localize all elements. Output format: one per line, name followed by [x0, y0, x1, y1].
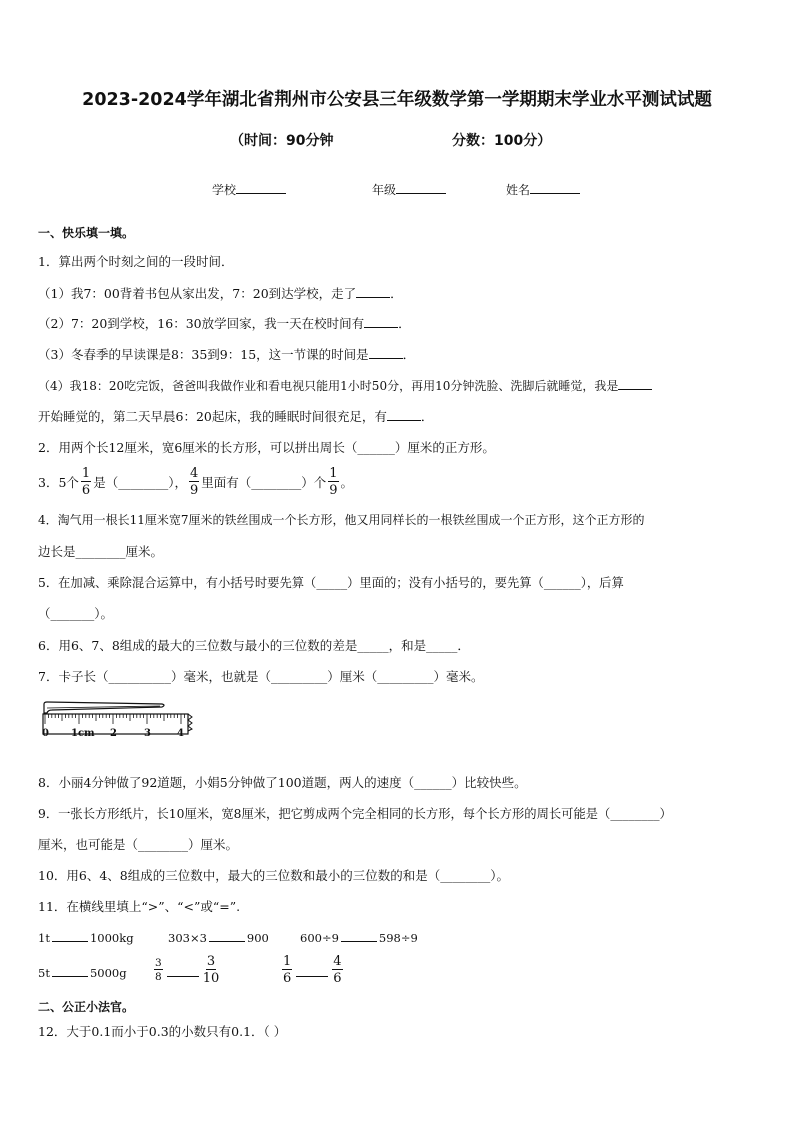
compare-3-right: 598÷9: [378, 931, 418, 945]
compare-4-left: 5t: [38, 966, 50, 980]
compare-1: [38, 929, 134, 945]
q1-s3-end: ．: [402, 347, 416, 362]
compare-3-left: 600÷9: [300, 931, 339, 945]
question-1-intro: 1．算出两个时刻之间的一段时间．: [38, 254, 234, 269]
q3-text-d: 。: [340, 475, 354, 490]
q1-s4-end: ．: [420, 409, 434, 424]
compare-2-right: 900: [246, 931, 269, 945]
q1-s3-text: （3）冬春季的早读课是8：35到9：15，这一节课的时间是: [38, 347, 369, 362]
q1-s1-end: ．: [390, 286, 403, 301]
ruler-figure: [38, 694, 194, 742]
denominator: 10: [202, 971, 220, 986]
grade-label: 年级: [372, 183, 397, 197]
name-label: 姓名: [506, 183, 531, 197]
question-9-line-1: 9．一张长方形纸片，长10厘米，宽8厘米，把它剪成两个完全相同的长方形，每个长方形的周长可能是（________）: [38, 807, 672, 821]
fraction-1-6: [81, 467, 91, 497]
question-4-line-1: 4．淘气用一根长11厘米宽7厘米的铁丝围成一个长方形，他又用同样长的一根铁丝围成一个正方形，这个正方形的: [38, 513, 645, 527]
question-1-part-3: [38, 345, 415, 363]
ruler-label-3: 3: [144, 728, 151, 739]
section-1-heading: 一、快乐填一填。: [38, 226, 135, 240]
denominator: 6: [333, 971, 342, 986]
question-7: 7．卡子长（__________）毫米，也就是（_________）厘米（_________）毫米。: [38, 669, 484, 684]
compare-3: [300, 929, 418, 945]
denominator: 6: [81, 483, 91, 498]
q1-s4-text-2: 开始睡觉的，第二天早晨6：20起床，我的睡眠时间很充足，有: [38, 409, 387, 424]
compare-blank: [209, 929, 245, 942]
compare-4-right: 5000g: [89, 966, 127, 980]
hair-clip: [44, 702, 164, 713]
numerator: 1: [81, 466, 91, 481]
q3-text-c: 里面有（________）个: [201, 475, 327, 490]
answer-blank: [387, 407, 421, 421]
denominator: 8: [155, 971, 162, 983]
compare-5: [152, 950, 221, 990]
denominator: 9: [189, 483, 199, 498]
question-1-part-1: [38, 284, 403, 302]
answer-blank: [369, 345, 403, 359]
compare-blank: [296, 964, 328, 977]
compare-2: [168, 929, 269, 945]
q3-text-a: 3．5个: [38, 475, 79, 490]
q3-text-b: 是（________），: [93, 475, 187, 490]
question-5-line-2: （_______）。: [38, 606, 114, 621]
compare-blank: [52, 964, 88, 977]
numerator: 3: [206, 954, 216, 969]
compare-4: [38, 964, 127, 980]
grade-field: [372, 180, 446, 198]
section-2-heading: 二、公正小法官。: [38, 1000, 135, 1014]
compare-1-left: 1t: [38, 931, 50, 945]
denominator: 6: [283, 971, 292, 986]
fraction-1-6-b: [282, 955, 292, 985]
question-8: 8．小丽4分钟做了92道题，小娟5分钟做了100道题，两人的速度（______）比较快些。: [38, 775, 527, 790]
q1-s1-text: （1）我7：00背着书包从家出发，7：20到达学校，走了: [38, 286, 357, 301]
question-1-part-2: [38, 314, 411, 332]
question-9-line-2: 厘米，也可能是（________）厘米。: [38, 837, 239, 852]
school-field: [212, 180, 286, 198]
ruler-break: [188, 714, 192, 731]
school-blank: [236, 180, 286, 194]
q1-s2-text: （2）7：20到学校，16：30放学回家，我一天在校时间有: [38, 316, 365, 331]
question-1-part-4: [38, 376, 652, 394]
numerator: 4: [189, 466, 199, 481]
school-label: 学校: [212, 183, 237, 197]
name-field: [506, 180, 580, 198]
numerator: 1: [283, 954, 292, 969]
page-title: 2023-2024学年湖北省荆州市公安县三年级数学第一学期期末学业水平测试试题: [82, 90, 712, 110]
ruler-label-2: 2: [110, 728, 117, 739]
question-11-intro: 11．在横线里填上“>”、“<”或“=”.: [38, 899, 241, 914]
question-1-part-4-cont: [38, 407, 433, 425]
denominator: 9: [329, 483, 338, 498]
ruler-label-1cm: 1cm: [71, 728, 95, 739]
time-limit: （时间：90分钟: [230, 133, 334, 149]
question-10: 10．用6、4、8组成的三位数中，最大的三位数和最小的三位数的和是（________）。: [38, 868, 510, 883]
name-blank: [530, 180, 580, 194]
question-12: 12．大于0.1而小于0.3的小数只有0.1．（ ）: [38, 1024, 287, 1039]
numerator: 3: [155, 956, 162, 969]
grade-blank: [396, 180, 446, 194]
ruler-svg: [38, 694, 194, 742]
fraction-3-8: [154, 958, 163, 983]
numerator: 4: [333, 954, 342, 969]
fraction-1-9: [328, 467, 338, 497]
answer-blank: [364, 314, 398, 328]
compare-6: [280, 950, 345, 990]
question-2: 2．用两个长12厘米，宽6厘米的长方形，可以拼出周长（______）厘米的正方形。: [38, 440, 495, 455]
question-3: [38, 462, 353, 502]
question-5-line-1: 5．在加减、乘除混合运算中，有小括号时要先算（_____）里面的；没有小括号的，要先算（______），后算: [38, 576, 624, 590]
answer-blank: [618, 376, 652, 390]
ruler-label-0: 0: [42, 728, 49, 739]
question-6: 6．用6、7、8组成的最大的三位数与最小的三位数的差是_____，和是_____．: [38, 638, 470, 653]
compare-1-right: 1000kg: [89, 931, 134, 945]
fraction-4-9: [189, 467, 199, 497]
q1-s2-end: ．: [398, 316, 411, 331]
numerator: 1: [329, 466, 338, 481]
q1-s4-text: （4）我18：20吃完饭，爸爸叫我做作业和看电视只能用1小时50分，再用10分钟洗脸、洗脚后就睡觉，我是: [38, 379, 619, 393]
compare-blank: [341, 929, 377, 942]
fraction-4-6: [332, 955, 342, 985]
total-score: 分数：100分）: [452, 133, 552, 149]
ruler-label-4: 4: [177, 728, 184, 739]
compare-blank: [52, 929, 88, 942]
answer-blank: [356, 284, 390, 298]
compare-blank: [167, 964, 199, 977]
question-4-line-2: 边长是________厘米。: [38, 544, 164, 559]
fraction-3-10: [203, 955, 220, 985]
compare-2-left: 303×3: [168, 931, 207, 945]
